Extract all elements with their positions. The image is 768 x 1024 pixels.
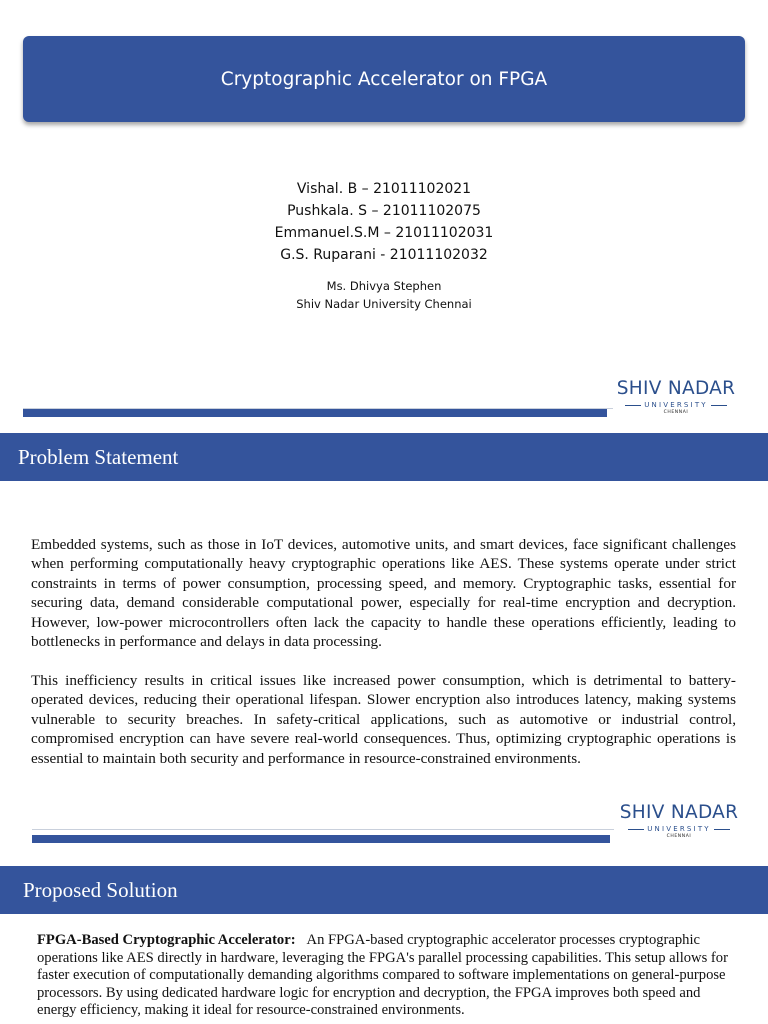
author-list: [0, 178, 768, 266]
university-logo: [612, 379, 740, 416]
institution-name: Shiv Nadar University Chennai: [296, 297, 472, 311]
guide-info: [0, 277, 768, 313]
author-name: Vishal. B – 21011102021: [296, 181, 472, 197]
section-title: Problem Statement: [18, 444, 179, 469]
logo-sub-text: UNIVERSITY: [647, 825, 711, 833]
author-name: Emmanuel.S.M – 21011102031: [274, 225, 494, 241]
title-banner: [23, 36, 745, 122]
logo-sub-text: UNIVERSITY: [644, 401, 708, 409]
title-slide: [0, 0, 768, 425]
logo-main-text: SHIV NADAR: [619, 802, 739, 823]
solution-text: An FPGA-based cryptographic accelerator processes cryptographic operations like AES directly in hardware, leveraging the FPGA's parallel processing capabilities. This setup allows for faster execution of computationally demanding algorithms compared to software implementations on general-purpose processors. By using dedicated hardware logic for encryption and decryption, the FPGA improves both speed and energy efficiency, making it ideal for resource-constrained environments.: [37, 932, 728, 1019]
section-header: [0, 433, 768, 481]
logo-main-text: SHIV NADAR: [616, 378, 736, 399]
footer-stripe: [32, 835, 610, 843]
logo-city-text: CHENNAI: [663, 410, 689, 415]
body-paragraph: Embedded systems, such as those in IoT devices, automotive units, and smart devices, face significant challenges when performing computationally heavy cryptographic operations like AES. These systems operate under strict constraints in terms of power consumption, processing speed, and memory. Cryptographic tasks, essential for securing data, demand considerable computational power, especially for real-time encryption and decryption. However, low-power microcontrollers often lack the capacity to handle these operations efficiently, leading to bottlenecks in performance and delays in data processing.: [31, 536, 736, 651]
footer-rule: [32, 829, 614, 830]
university-logo: [615, 803, 743, 840]
section-header: [0, 866, 768, 914]
solution-lead: FPGA-Based Cryptographic Accelerator:: [37, 932, 296, 948]
section-title: Proposed Solution: [23, 877, 178, 902]
author-name: G.S. Ruparani - 21011102032: [280, 247, 488, 263]
logo-city-text: CHENNAI: [666, 834, 692, 839]
body-paragraph: This inefficiency results in critical issues like increased power consumption, which is detrimental to battery-operated devices, reducing their operational lifespan. Slower encryption also introduces latency, making systems vulnerable to security breaches. In safety-critical applications, such as automotive or industrial control, compromised encryption can have severe real-world consequences. Thus, optimizing cryptographic operations is essential to maintain both security and performance in resource-constrained environments.: [31, 672, 736, 767]
presentation-title: Cryptographic Accelerator on FPGA: [220, 68, 548, 90]
footer-rule: [23, 408, 613, 409]
footer-stripe: [23, 409, 607, 417]
solution-paragraph: [37, 932, 737, 1020]
author-name: Pushkala. S – 21011102075: [287, 203, 481, 219]
guide-name: Ms. Dhivya Stephen: [326, 279, 442, 293]
proposed-solution-slide: [0, 866, 768, 1024]
problem-statement-slide: [0, 433, 768, 859]
